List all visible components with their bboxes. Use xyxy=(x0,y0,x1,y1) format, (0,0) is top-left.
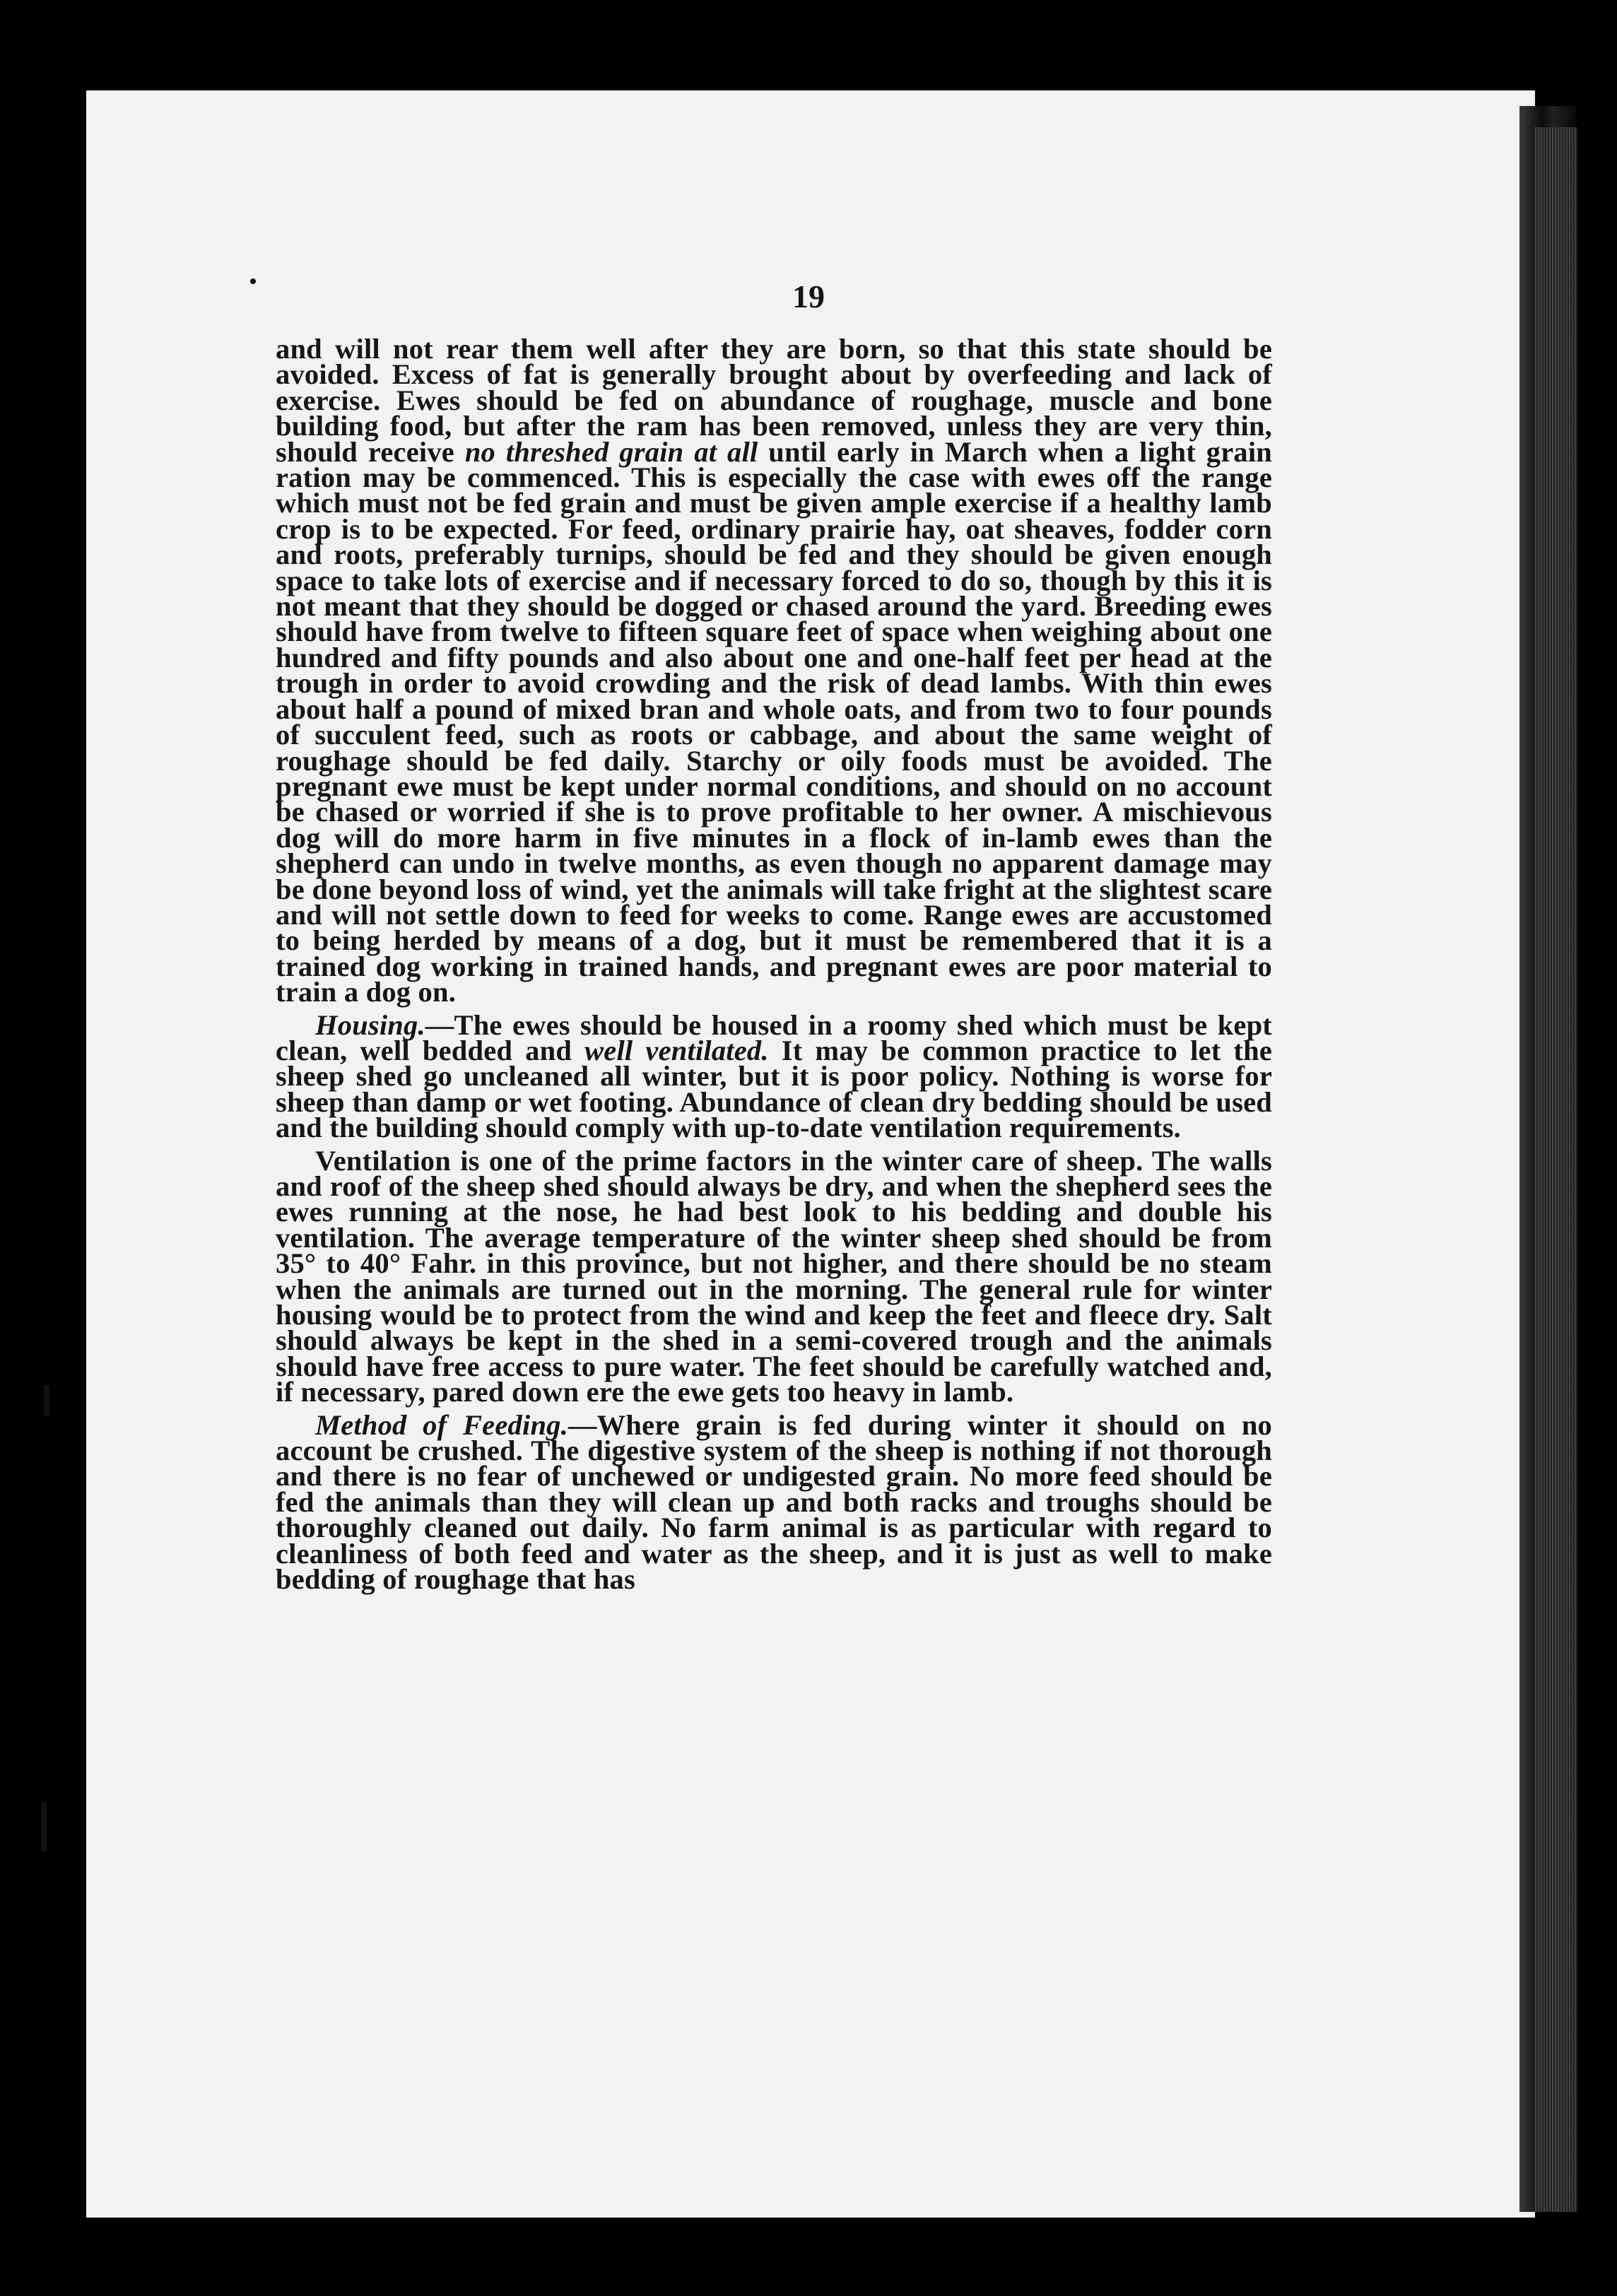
left-margin-mark xyxy=(44,1385,49,1416)
paragraph-method-of-feeding: Method of Feeding.—Where grain is fed during winter it should on no account be crushed. The digestive system of the sheep is nothing if not thorough and there is no fear of unchewed or undigested grain. No more feed should be fed the animals than they will clean up and both racks and troughs should be thoroughly cleaned out daily. No farm animal is as particular with regard to cleanliness of both feed and water as the sheep, and it is just as well to make bedding of roughage that has xyxy=(276,1408,1273,1596)
page-edges xyxy=(1535,127,1577,2212)
paragraph-housing: Housing.—The ewes should be housed in a roomy shed which must be kept clean, well bedded and well ventilated. It may be common practice to let the sheep shed go uncleaned all winter, but it is poor policy. Nothing is worse for sheep than damp or wet footing. Abundance of clean dry bedding should be used and the building should comply with up-to-date ventilation requirements. xyxy=(276,1008,1273,1144)
paragraph-ventilation: Ventilation is one of the prime factors in the winter care of sheep. The walls and roof of the sheep shed should always be dry, and when the shepherd sees the ewes running at the nose, he had best look to his bedding and double his ventilation. The average temperature of the winter sheep shed should be from 35° to 40° Fahr. in this province, but not higher, and there should be no steam when the animals are turned out in the morning. The general rule for winter housing would be to protect from the wind and keep the feet and fleece dry. Salt should always be kept in the shed in a semi-covered trough and the animals should have free access to pure water. The feet should be carefully watched and, if necessary, pared down ere the ewe gets too heavy in lamb. xyxy=(276,1144,1272,1408)
section-heading-housing: Housing. xyxy=(315,1008,425,1041)
body-text xyxy=(276,333,1273,1596)
page-number: 19 xyxy=(792,278,825,314)
left-margin-mark xyxy=(41,1802,47,1851)
paragraph-continuation: and will not rear them well after they are born, so that this state should be avoided. Excess of fat is generally brought about by overfeeding and lack of exercise. Ewes should be fed on abundance of roughage, muscle and bone building food, but after the ram has been removed, unless they are very thin, should receive no threshed grain at all until early in March when a light grain ration may be commenced. This is especially the case with ewes off the range which must not be fed grain and must be given ample exercise if a healthy lamb crop is to be expected. For feed, ordinary prairie hay, oat sheaves, fodder corn and roots, preferably turnips, should be fed and they should be given enough space to take lots of exercise and if necessary forced to do so, though by this it is not meant that they should be dogged or chased around the yard. Breeding ewes should have from twelve to fifteen square feet of space when weighing about one hundred and fifty pounds and also about one and one-half feet per head at the trough in order to avoid crowding and the risk of dead lambs. With thin ewes about half a pound of mixed bran and whole oats, and from two to four pounds of succulent feed, such as roots or cabbage, and about the same weight of roughage should be fed daily. Starchy or oily foods must be avoided. The pregnant ewe must be kept under normal conditions, and should on no account be chased or worried if she is to prove profitable to her owner. A mischievous dog will do more harm in five minutes in a flock of in-lamb ewes than the shepherd can undo in twelve months, as even though no apparent damage may be done beyond loss of wind, yet the animals will take fright at the slightest scare and will not settle down to feed for weeks to come. Range ewes are accustomed to being herded by means of a dog, but it must be remembered that it is a trained dog working in trained hands, and pregnant ewes are poor material to train a dog on. xyxy=(276,333,1272,1008)
section-heading-method-of-feeding: Method of Feeding. xyxy=(315,1408,568,1441)
